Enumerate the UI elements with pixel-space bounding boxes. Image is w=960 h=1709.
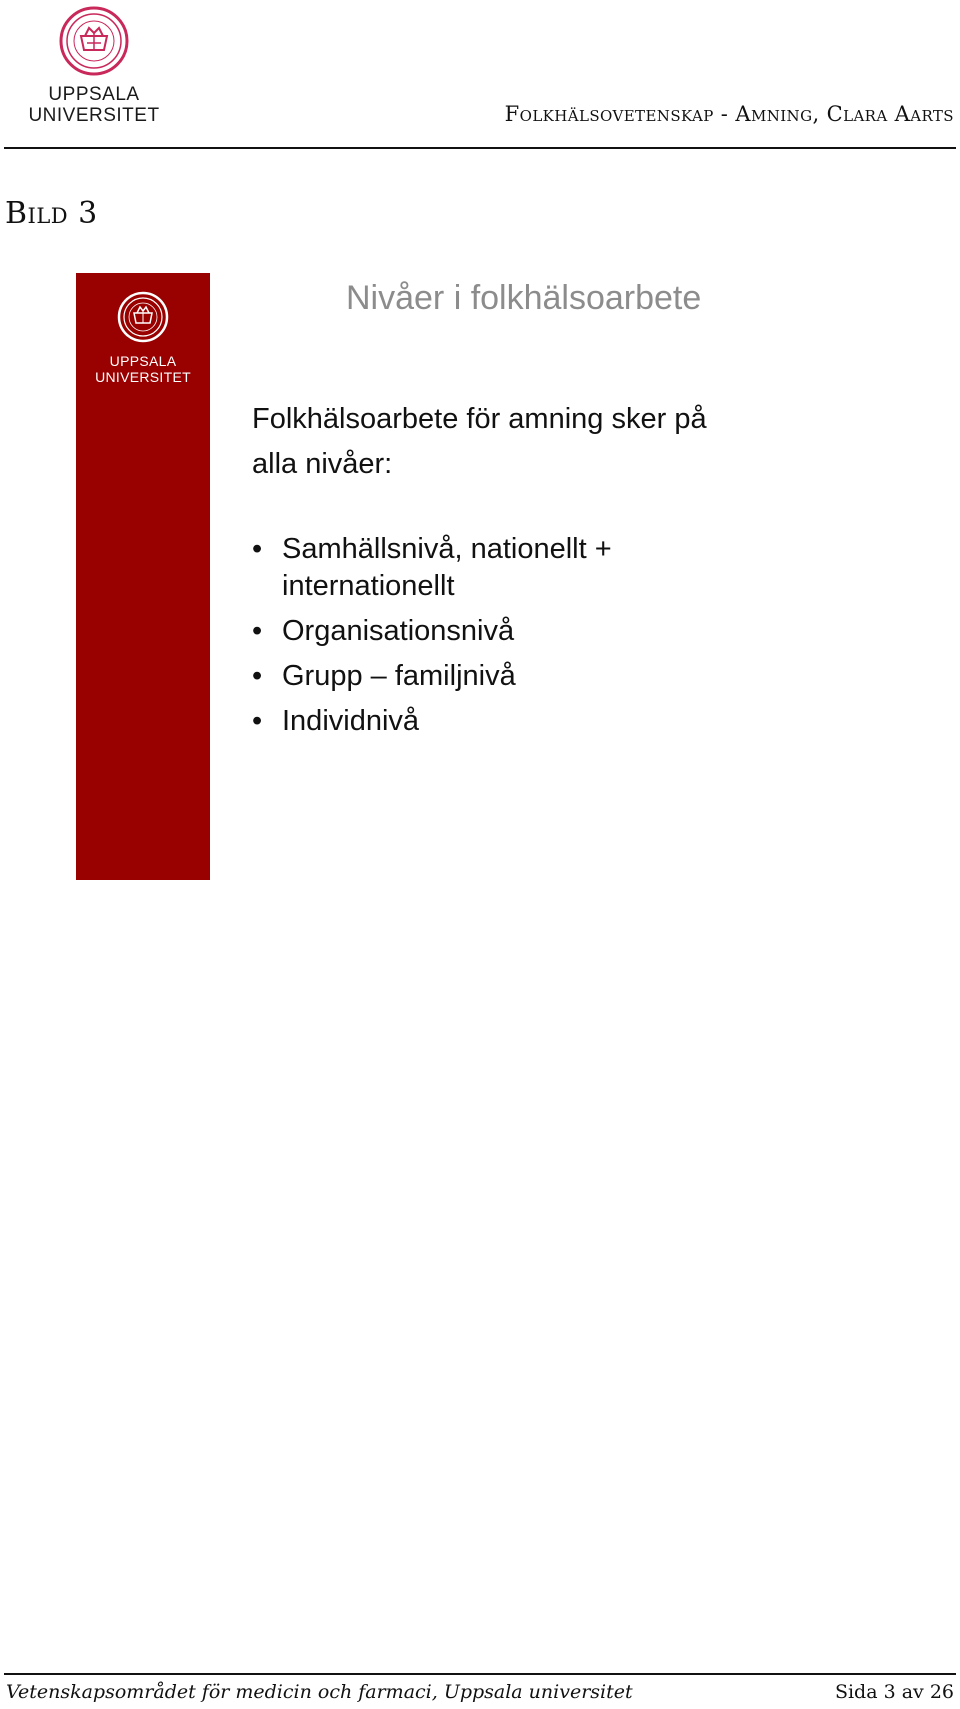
section-title: Bild 3	[5, 196, 98, 231]
list-item	[252, 658, 752, 695]
slide-logo	[76, 291, 210, 385]
footer-faculty: Vetenskapsområdet för medicin och farmaci, Uppsala universitet	[6, 1681, 633, 1703]
list-item	[252, 613, 752, 650]
page-number: Sida 3 av 26	[834, 1681, 954, 1703]
slide-seal-icon	[117, 291, 169, 343]
logo-line-1: UPPSALA	[48, 84, 140, 105]
slide-logo-line-2: UNIVERSITET	[95, 369, 191, 385]
list-item-text: Grupp – familjnivå	[282, 660, 516, 692]
slide-bullet-list	[252, 531, 752, 748]
list-item	[252, 531, 752, 605]
bullet-icon: •	[252, 660, 263, 692]
footer-rule	[4, 1673, 956, 1675]
slide-red-band	[76, 273, 210, 880]
university-seal-icon	[59, 6, 129, 76]
bullet-icon: •	[252, 533, 263, 565]
embedded-slide	[76, 273, 756, 880]
slide-logo-wordmark	[76, 353, 210, 385]
page-header	[0, 0, 960, 150]
running-head: Folkhälsovetenskap - Amning, Clara Aarts	[504, 102, 954, 126]
list-item-text: Individnivå	[282, 705, 420, 737]
slide-logo-line-1: UPPSALA	[109, 353, 177, 369]
slide-title: Nivåer i folkhälsoarbete	[346, 279, 702, 317]
uppsala-logo	[28, 6, 160, 126]
bullet-icon: •	[252, 705, 263, 737]
list-item-text: Samhällsnivå, nationellt + internationellt	[282, 533, 612, 602]
slide-intro-text: Folkhälsoarbete för amning sker på alla nivåer:	[252, 403, 707, 480]
header-rule	[4, 147, 956, 149]
bullet-icon: •	[252, 615, 263, 647]
logo-line-2: UNIVERSITET	[28, 105, 160, 126]
list-item	[252, 703, 752, 740]
logo-wordmark	[28, 84, 160, 126]
list-item-text: Organisationsnivå	[282, 615, 515, 647]
